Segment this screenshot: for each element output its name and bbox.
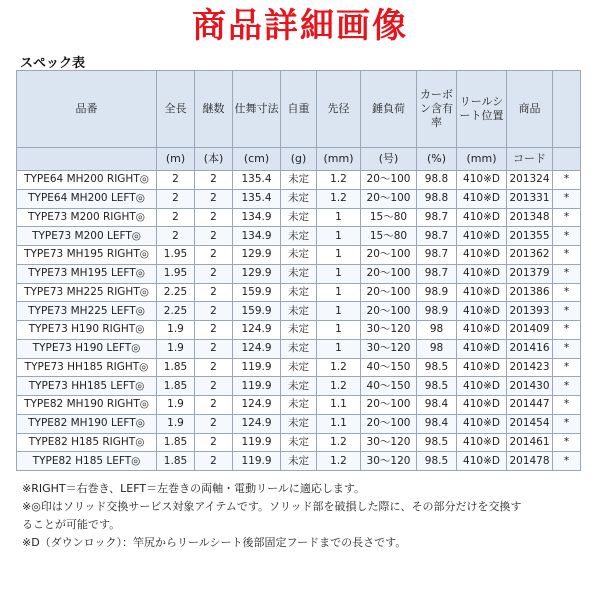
- cell-carbon-content: 98.4: [417, 414, 457, 433]
- unit-weight: (g): [281, 148, 317, 171]
- cell-length: 2.25: [157, 302, 195, 321]
- cell-extra: *: [553, 208, 581, 227]
- cell-closed-length: 124.9: [233, 321, 281, 340]
- cell-length: 1.9: [157, 321, 195, 340]
- cell-weight: 未定: [281, 377, 317, 396]
- cell-model: TYPE64 MH200 RIGHT◎: [17, 171, 157, 190]
- cell-sections: 2: [195, 396, 233, 415]
- cell-closed-length: 119.9: [233, 452, 281, 471]
- cell-weight: 未定: [281, 208, 317, 227]
- cell-length: 1.9: [157, 396, 195, 415]
- cell-length: 1.85: [157, 377, 195, 396]
- table-row: [17, 208, 581, 227]
- cell-sections: 2: [195, 321, 233, 340]
- cell-closed-length: 135.4: [233, 189, 281, 208]
- cell-tip-diameter: 1.1: [317, 396, 361, 415]
- note-solid-service-cont: ることが可能です。: [22, 518, 121, 531]
- table-row: [17, 452, 581, 471]
- header-length: 全長: [157, 71, 195, 148]
- cell-product-code: 201447: [507, 396, 553, 415]
- cell-model: TYPE73 H190 RIGHT◎: [17, 321, 157, 340]
- cell-sinker-load: 15～80: [361, 208, 417, 227]
- cell-carbon-content: 98.4: [417, 396, 457, 415]
- note-downlock: ※D（ダウンロック）：竿尻からリールシート後部固定フードまでの長さです。: [22, 536, 407, 549]
- cell-closed-length: 159.9: [233, 283, 281, 302]
- cell-weight: 未定: [281, 433, 317, 452]
- cell-extra: *: [553, 414, 581, 433]
- cell-model: TYPE73 M200 LEFT◎: [17, 227, 157, 246]
- cell-sections: 2: [195, 377, 233, 396]
- cell-tip-diameter: 1.2: [317, 433, 361, 452]
- cell-weight: 未定: [281, 302, 317, 321]
- cell-extra: *: [553, 377, 581, 396]
- cell-reel-seat-position: 410※D: [457, 227, 507, 246]
- spec-table-label: スペック表: [20, 56, 86, 71]
- cell-carbon-content: 98.8: [417, 171, 457, 190]
- cell-sections: 2: [195, 171, 233, 190]
- cell-product-code: 201348: [507, 208, 553, 227]
- cell-model: TYPE73 MH195 RIGHT◎: [17, 246, 157, 265]
- cell-sinker-load: 30～120: [361, 433, 417, 452]
- cell-carbon-content: 98.7: [417, 264, 457, 283]
- cell-tip-diameter: 1: [317, 321, 361, 340]
- cell-reel-seat-position: 410※D: [457, 171, 507, 190]
- cell-reel-seat-position: 410※D: [457, 321, 507, 340]
- cell-length: 1.9: [157, 339, 195, 358]
- cell-extra: *: [553, 283, 581, 302]
- cell-extra: *: [553, 358, 581, 377]
- header-extra: [553, 71, 581, 148]
- cell-sinker-load: 20～100: [361, 396, 417, 415]
- cell-reel-seat-position: 410※D: [457, 433, 507, 452]
- cell-product-code: 201393: [507, 302, 553, 321]
- cell-model: TYPE82 MH190 LEFT◎: [17, 414, 157, 433]
- cell-sections: 2: [195, 208, 233, 227]
- cell-model: TYPE73 MH225 RIGHT◎: [17, 283, 157, 302]
- page-title: 商品詳細画像: [192, 6, 408, 46]
- cell-closed-length: 134.9: [233, 208, 281, 227]
- cell-length: 1.85: [157, 452, 195, 471]
- cell-product-code: 201454: [507, 414, 553, 433]
- cell-extra: *: [553, 189, 581, 208]
- cell-weight: 未定: [281, 452, 317, 471]
- header-reel-seat-position: リールシート位置: [457, 71, 507, 148]
- cell-closed-length: 134.9: [233, 227, 281, 246]
- cell-sections: 2: [195, 189, 233, 208]
- table-row: [17, 433, 581, 452]
- cell-reel-seat-position: 410※D: [457, 414, 507, 433]
- cell-extra: *: [553, 246, 581, 265]
- unit-reel-seat-position: (mm): [457, 148, 507, 171]
- cell-tip-diameter: 1.2: [317, 189, 361, 208]
- table-row: [17, 246, 581, 265]
- cell-product-code: 201430: [507, 377, 553, 396]
- cell-reel-seat-position: 410※D: [457, 283, 507, 302]
- cell-sinker-load: 20～100: [361, 302, 417, 321]
- cell-weight: 未定: [281, 227, 317, 246]
- cell-weight: 未定: [281, 321, 317, 340]
- table-row: [17, 302, 581, 321]
- cell-sinker-load: 40～150: [361, 358, 417, 377]
- cell-extra: *: [553, 452, 581, 471]
- cell-carbon-content: 98: [417, 321, 457, 340]
- cell-model: TYPE73 MH195 LEFT◎: [17, 264, 157, 283]
- cell-sections: 2: [195, 339, 233, 358]
- table-row: [17, 396, 581, 415]
- unit-closed-length: (cm): [233, 148, 281, 171]
- table-row: [17, 283, 581, 302]
- table-row: [17, 358, 581, 377]
- cell-sections: 2: [195, 283, 233, 302]
- cell-length: 1.95: [157, 264, 195, 283]
- note-right-left: ※RIGHT＝右巻き、LEFT＝左巻きの両軸・電動リールに適応します。: [22, 482, 366, 495]
- cell-model: TYPE73 HH185 RIGHT◎: [17, 358, 157, 377]
- cell-closed-length: 119.9: [233, 358, 281, 377]
- cell-extra: *: [553, 171, 581, 190]
- unit-sinker-load: (号): [361, 148, 417, 171]
- cell-weight: 未定: [281, 264, 317, 283]
- cell-product-code: 201461: [507, 433, 553, 452]
- cell-model: TYPE82 H185 RIGHT◎: [17, 433, 157, 452]
- cell-tip-diameter: 1: [317, 302, 361, 321]
- table-row: [17, 264, 581, 283]
- cell-sinker-load: 30～120: [361, 321, 417, 340]
- cell-sinker-load: 30～120: [361, 339, 417, 358]
- cell-closed-length: 119.9: [233, 433, 281, 452]
- cell-sections: 2: [195, 452, 233, 471]
- cell-reel-seat-position: 410※D: [457, 302, 507, 321]
- cell-weight: 未定: [281, 339, 317, 358]
- cell-carbon-content: 98.5: [417, 377, 457, 396]
- cell-tip-diameter: 1: [317, 283, 361, 302]
- cell-model: TYPE73 M200 RIGHT◎: [17, 208, 157, 227]
- cell-closed-length: 124.9: [233, 396, 281, 415]
- cell-product-code: 201331: [507, 189, 553, 208]
- cell-extra: *: [553, 321, 581, 340]
- cell-closed-length: 124.9: [233, 414, 281, 433]
- cell-sections: 2: [195, 246, 233, 265]
- spec-table: [16, 70, 581, 471]
- cell-reel-seat-position: 410※D: [457, 189, 507, 208]
- unit-tip-diameter: (mm): [317, 148, 361, 171]
- cell-sections: 2: [195, 414, 233, 433]
- cell-carbon-content: 98.7: [417, 208, 457, 227]
- unit-product-code: コード: [507, 148, 553, 171]
- cell-sinker-load: 15～80: [361, 227, 417, 246]
- cell-carbon-content: 98.5: [417, 433, 457, 452]
- cell-closed-length: 119.9: [233, 377, 281, 396]
- cell-closed-length: 129.9: [233, 246, 281, 265]
- table-row: [17, 227, 581, 246]
- cell-length: 2: [157, 227, 195, 246]
- cell-tip-diameter: 1: [317, 208, 361, 227]
- cell-sinker-load: 40～150: [361, 377, 417, 396]
- notes: [22, 480, 582, 552]
- cell-product-code: 201386: [507, 283, 553, 302]
- cell-carbon-content: 98.7: [417, 227, 457, 246]
- table-row: [17, 321, 581, 340]
- cell-reel-seat-position: 410※D: [457, 358, 507, 377]
- cell-closed-length: 159.9: [233, 302, 281, 321]
- cell-product-code: 201379: [507, 264, 553, 283]
- cell-reel-seat-position: 410※D: [457, 452, 507, 471]
- cell-product-code: 201362: [507, 246, 553, 265]
- cell-carbon-content: 98.8: [417, 189, 457, 208]
- cell-length: 1.85: [157, 358, 195, 377]
- table-row: [17, 189, 581, 208]
- cell-model: TYPE82 H185 LEFT◎: [17, 452, 157, 471]
- cell-reel-seat-position: 410※D: [457, 246, 507, 265]
- cell-tip-diameter: 1.2: [317, 377, 361, 396]
- cell-carbon-content: 98.7: [417, 246, 457, 265]
- cell-weight: 未定: [281, 396, 317, 415]
- cell-extra: *: [553, 396, 581, 415]
- cell-product-code: 201478: [507, 452, 553, 471]
- cell-sinker-load: 20～100: [361, 246, 417, 265]
- cell-closed-length: 129.9: [233, 264, 281, 283]
- cell-reel-seat-position: 410※D: [457, 377, 507, 396]
- cell-length: 2: [157, 208, 195, 227]
- cell-model: TYPE73 MH225 LEFT◎: [17, 302, 157, 321]
- cell-sections: 2: [195, 264, 233, 283]
- cell-product-code: 201324: [507, 171, 553, 190]
- cell-carbon-content: 98: [417, 339, 457, 358]
- header-carbon-content: カーボン含有率: [417, 71, 457, 148]
- cell-weight: 未定: [281, 246, 317, 265]
- cell-length: 1.95: [157, 246, 195, 265]
- cell-length: 2: [157, 189, 195, 208]
- header-sections: 継数: [195, 71, 233, 148]
- cell-tip-diameter: 1.2: [317, 358, 361, 377]
- header-tip-diameter: 先径: [317, 71, 361, 148]
- cell-model: TYPE82 MH190 RIGHT◎: [17, 396, 157, 415]
- cell-extra: *: [553, 433, 581, 452]
- cell-weight: 未定: [281, 414, 317, 433]
- cell-weight: 未定: [281, 189, 317, 208]
- cell-carbon-content: 98.5: [417, 358, 457, 377]
- cell-carbon-content: 98.9: [417, 283, 457, 302]
- cell-model: TYPE73 HH185 LEFT◎: [17, 377, 157, 396]
- cell-closed-length: 124.9: [233, 339, 281, 358]
- cell-model: TYPE64 MH200 LEFT◎: [17, 189, 157, 208]
- cell-product-code: 201423: [507, 358, 553, 377]
- cell-length: 1.9: [157, 414, 195, 433]
- cell-tip-diameter: 1.1: [317, 414, 361, 433]
- header-model: 品番: [17, 71, 157, 148]
- cell-extra: *: [553, 339, 581, 358]
- cell-reel-seat-position: 410※D: [457, 396, 507, 415]
- cell-extra: *: [553, 227, 581, 246]
- cell-length: 1.85: [157, 433, 195, 452]
- table-row: [17, 377, 581, 396]
- note-solid-service: ※◎印はソリッド交換サービス対象アイテムです。ソリッド部を破損した際に、その部分だけを交換す: [22, 500, 522, 513]
- cell-weight: 未定: [281, 171, 317, 190]
- cell-extra: *: [553, 302, 581, 321]
- header-weight: 自重: [281, 71, 317, 148]
- unit-extra: [553, 148, 581, 171]
- cell-sections: 2: [195, 302, 233, 321]
- cell-carbon-content: 98.5: [417, 452, 457, 471]
- unit-sections: (本): [195, 148, 233, 171]
- cell-sinker-load: 20～100: [361, 171, 417, 190]
- cell-sections: 2: [195, 358, 233, 377]
- cell-sections: 2: [195, 227, 233, 246]
- cell-sections: 2: [195, 433, 233, 452]
- table-row: [17, 414, 581, 433]
- cell-weight: 未定: [281, 283, 317, 302]
- cell-sinker-load: 20～100: [361, 283, 417, 302]
- cell-tip-diameter: 1: [317, 227, 361, 246]
- header-sinker-load: 錘負荷: [361, 71, 417, 148]
- cell-weight: 未定: [281, 358, 317, 377]
- cell-tip-diameter: 1: [317, 264, 361, 283]
- cell-reel-seat-position: 410※D: [457, 264, 507, 283]
- table-row: [17, 171, 581, 190]
- cell-sinker-load: 30～120: [361, 452, 417, 471]
- unit-model: [17, 148, 157, 171]
- unit-carbon-content: (%): [417, 148, 457, 171]
- cell-product-code: 201355: [507, 227, 553, 246]
- header-closed-length: 仕舞寸法: [233, 71, 281, 148]
- cell-sinker-load: 20～100: [361, 414, 417, 433]
- cell-length: 2: [157, 171, 195, 190]
- cell-reel-seat-position: 410※D: [457, 339, 507, 358]
- cell-product-code: 201409: [507, 321, 553, 340]
- cell-sinker-load: 20～100: [361, 189, 417, 208]
- table-row: [17, 339, 581, 358]
- cell-product-code: 201416: [507, 339, 553, 358]
- cell-sinker-load: 20～100: [361, 264, 417, 283]
- header-product: 商品: [507, 71, 553, 148]
- cell-tip-diameter: 1.2: [317, 171, 361, 190]
- cell-length: 2.25: [157, 283, 195, 302]
- cell-tip-diameter: 1: [317, 339, 361, 358]
- cell-extra: *: [553, 264, 581, 283]
- cell-tip-diameter: 1.2: [317, 452, 361, 471]
- cell-closed-length: 135.4: [233, 171, 281, 190]
- unit-length: (m): [157, 148, 195, 171]
- cell-reel-seat-position: 410※D: [457, 208, 507, 227]
- spec-table-body: [17, 171, 581, 471]
- cell-model: TYPE73 H190 LEFT◎: [17, 339, 157, 358]
- cell-carbon-content: 98.9: [417, 302, 457, 321]
- cell-tip-diameter: 1: [317, 246, 361, 265]
